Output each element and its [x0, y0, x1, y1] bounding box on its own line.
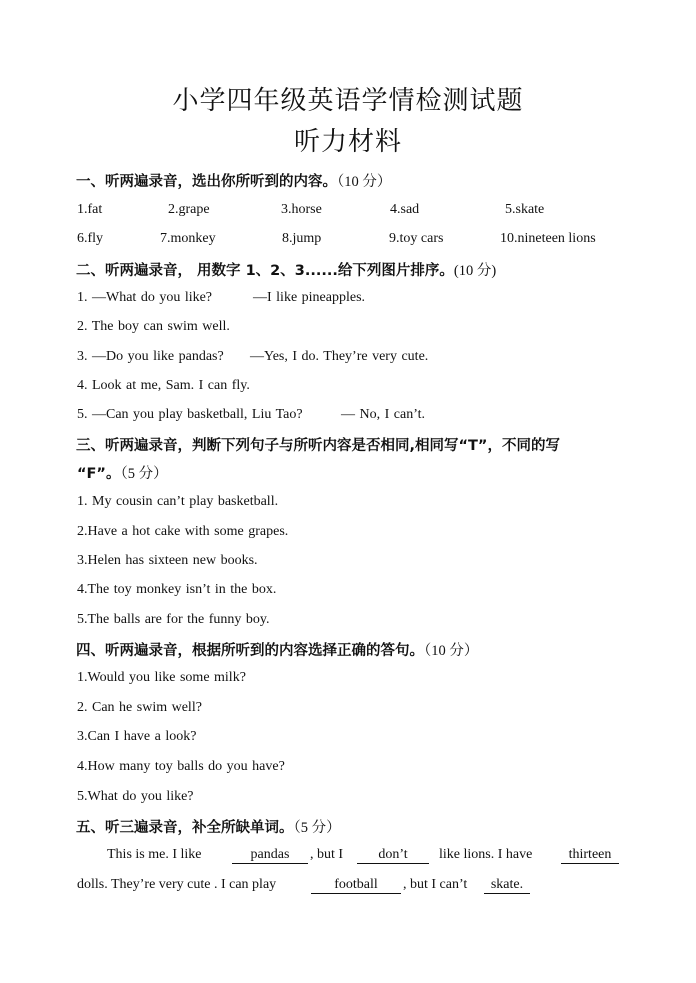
page-title: 小学四年级英语学情检测试题 — [172, 86, 524, 116]
word-option: 1.fat — [77, 202, 103, 217]
word-option: 9.toy cars — [389, 231, 444, 246]
answer-blank: skate. — [484, 877, 530, 894]
answer-blank: thirteen — [561, 847, 619, 864]
answer-blank: football — [311, 877, 401, 894]
word-option: 2.grape — [168, 202, 210, 217]
word-option: 5.skate — [505, 202, 545, 217]
word-option: 6.fly — [77, 231, 104, 246]
word-option: 3.horse — [281, 202, 322, 217]
passage-text: like lions. I have — [439, 847, 533, 862]
question-sentence: 1.Would you like some milk? — [77, 670, 246, 685]
passage-text: This is me. I like — [107, 847, 202, 862]
section-3-heading: 三、听两遍录音，判断下列句子与所听内容是否相同,相同写“T”，不同的写 — [76, 438, 560, 454]
listening-sentence: 3. —Do you like pandas? —Yes, I do. They’re very cute. — [77, 349, 429, 364]
question-sentence: 5.What do you like? — [77, 789, 194, 804]
word-option: 7.monkey — [160, 231, 216, 246]
section-5-heading: 五、听三遍录音，补全所缺单词。（5 分） — [76, 820, 341, 836]
judge-sentence: 5.The balls are for the funny boy. — [77, 612, 270, 627]
page-subtitle: 听力材料 — [293, 127, 402, 157]
word-option: 10.nineteen lions — [500, 231, 596, 246]
judge-sentence: 1. My cousin can’t play basketball. — [77, 494, 279, 509]
section-1-heading: 一、听两遍录音，选出你所听到的内容。（10 分） — [76, 174, 392, 190]
passage-text: , but I — [310, 847, 344, 862]
section-4-heading: 四、听两遍录音，根据所听到的内容选择正确的答句。（10 分） — [76, 643, 479, 659]
section-2-heading: 二、听两遍录音， 用数字 1、2、3......给下列图片排序。(10 分) — [76, 263, 497, 279]
judge-sentence: 4.The toy monkey isn’t in the box. — [77, 582, 277, 597]
answer-blank: don’t — [357, 847, 429, 864]
judge-sentence: 2.Have a hot cake with some grapes. — [77, 524, 289, 539]
word-option: 4.sad — [390, 202, 420, 217]
answer-blank: pandas — [232, 847, 308, 864]
question-sentence: 2. Can he swim well? — [77, 700, 202, 715]
listening-sentence: 2. The boy can swim well. — [77, 319, 230, 334]
word-option: 8.jump — [282, 231, 322, 246]
passage-text: dolls. They’re very cute . I can play — [77, 877, 277, 892]
section-3-heading-cont: “F”。（5 分） — [77, 466, 168, 482]
judge-sentence: 3.Helen has sixteen new books. — [77, 553, 258, 568]
listening-sentence: 4. Look at me, Sam. I can fly. — [77, 378, 250, 393]
question-sentence: 3.Can I have a look? — [77, 729, 197, 744]
passage-text: , but I can’t — [403, 877, 468, 892]
listening-sentence: 1. —What do you like? —I like pineapples. — [77, 290, 366, 305]
listening-sentence: 5. —Can you play basketball, Liu Tao? — No, I can’t. — [77, 407, 425, 422]
question-sentence: 4.How many toy balls do you have? — [77, 759, 285, 774]
